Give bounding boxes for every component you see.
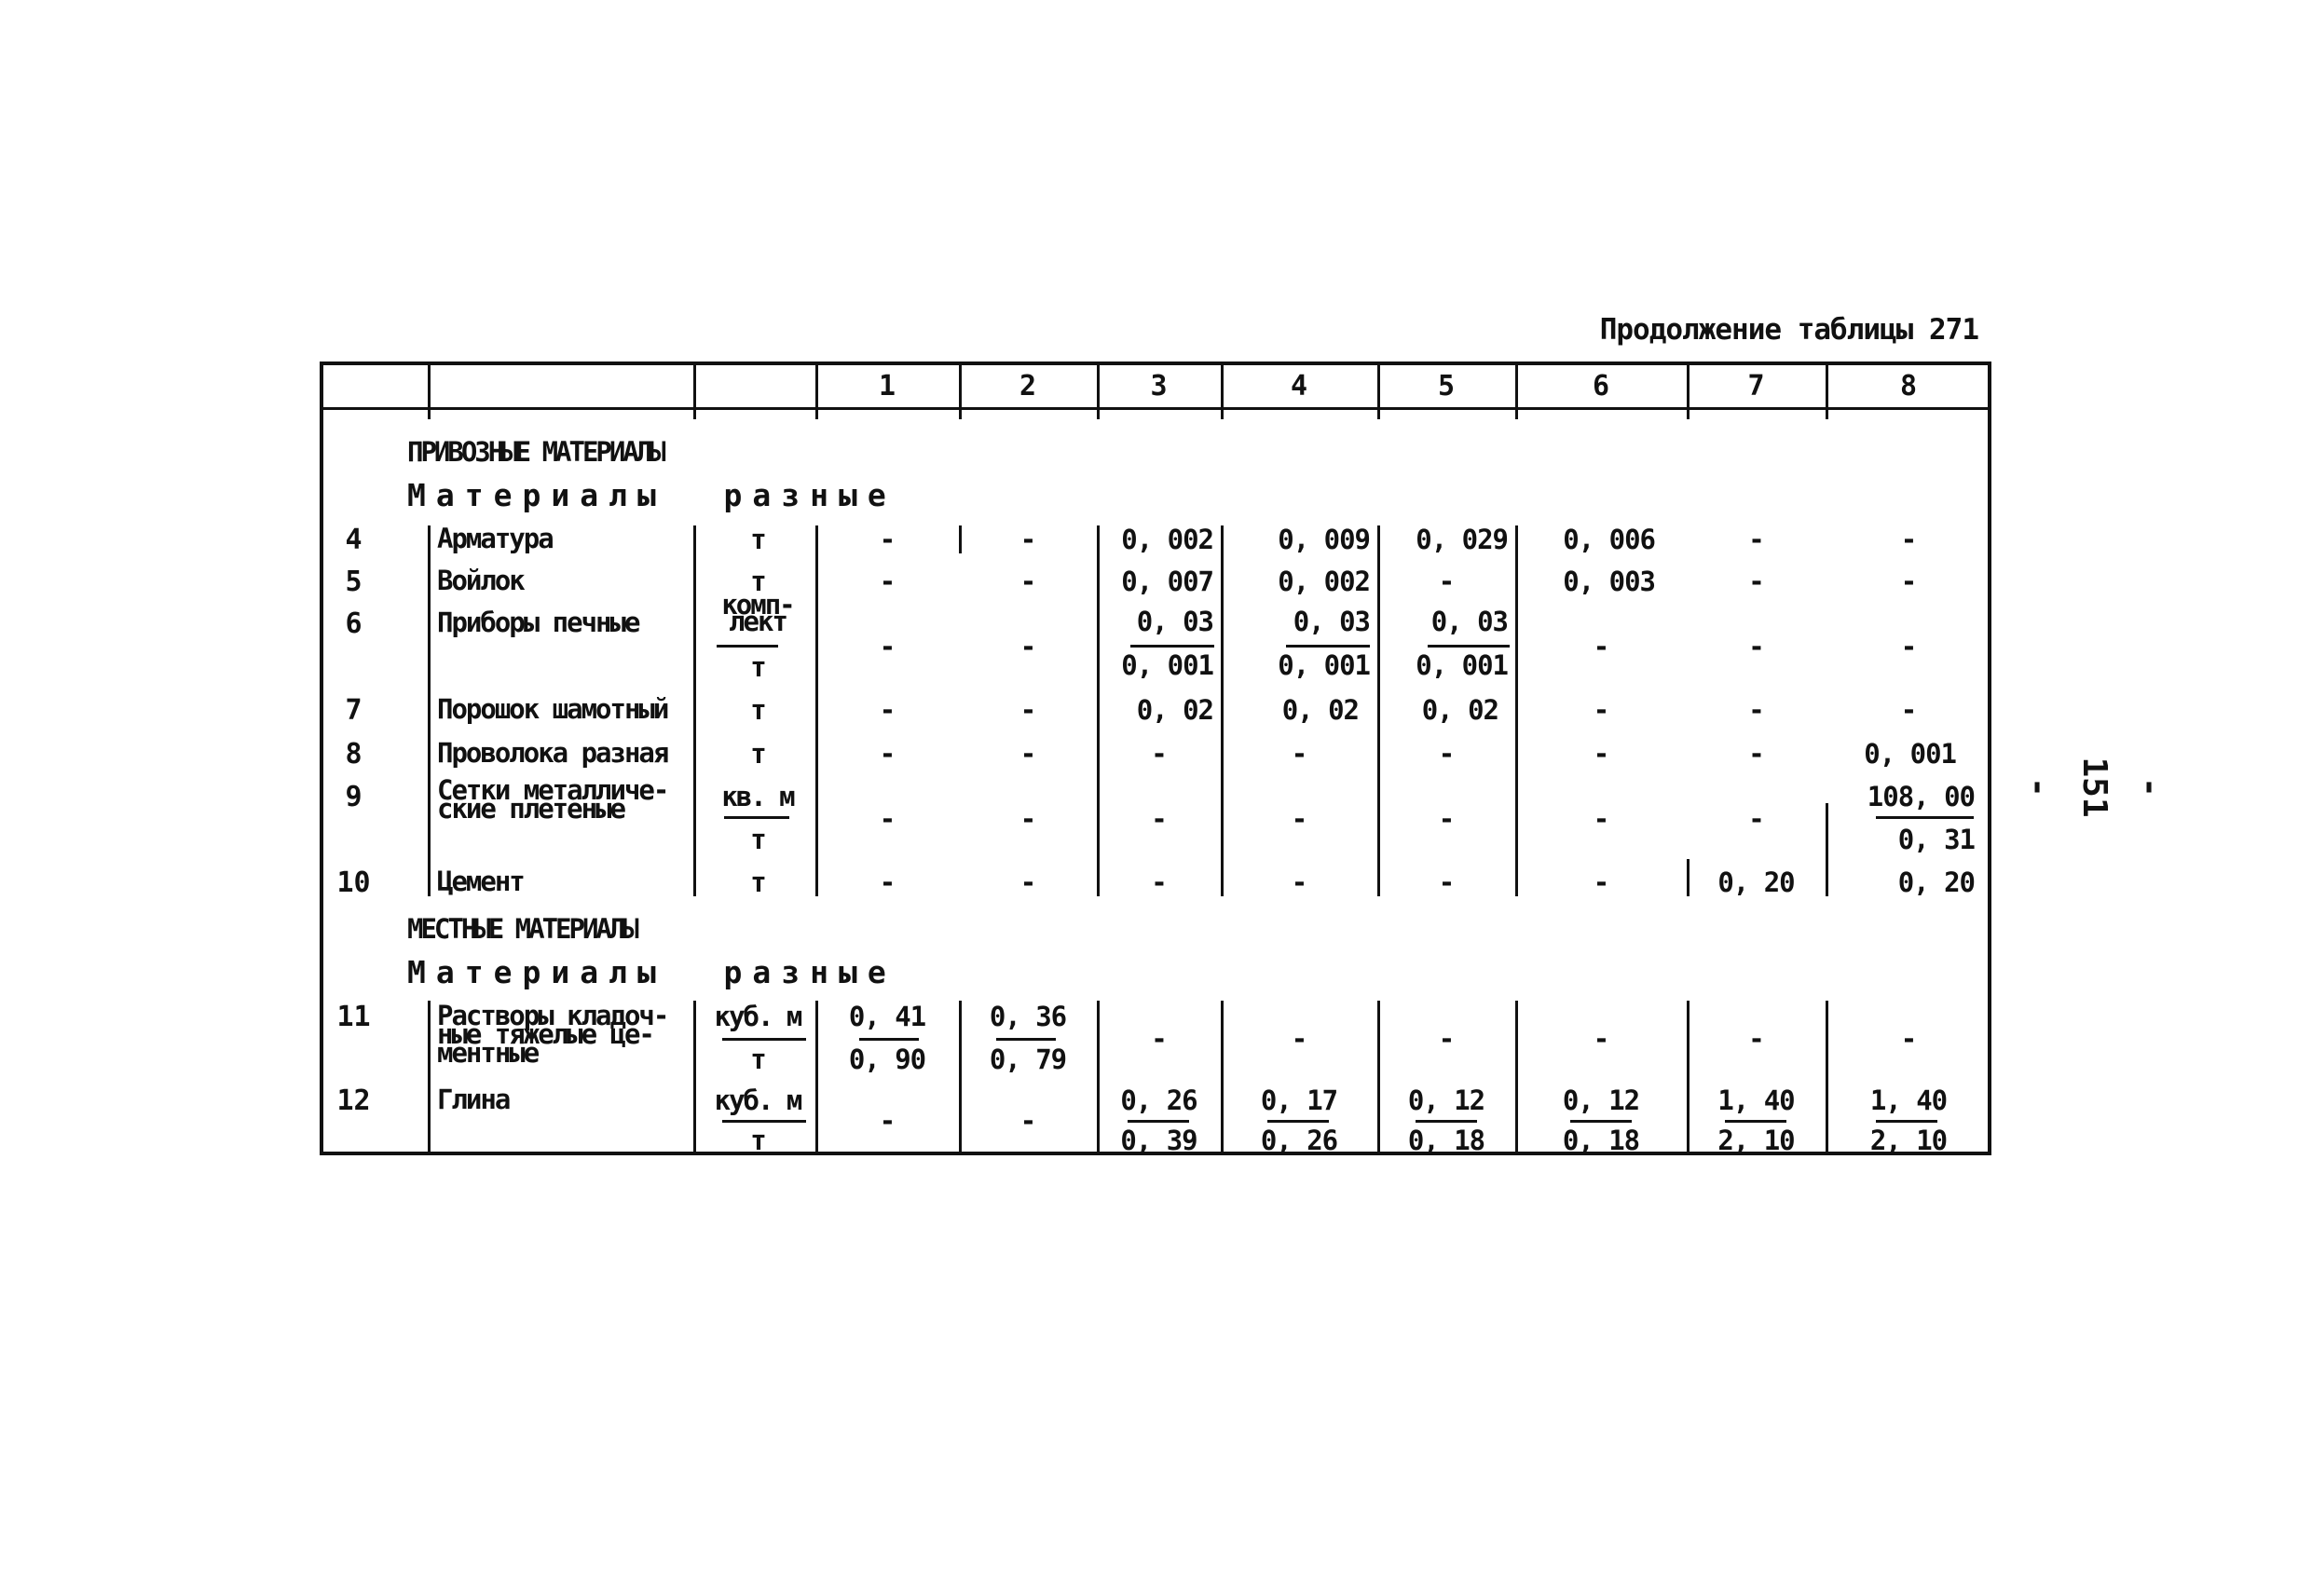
cell: - [1291, 1023, 1307, 1055]
section-title: ПРИВОЗНЫЕ МАТЕРИАЛЫ [407, 436, 664, 468]
row-number: 11 [336, 1001, 371, 1033]
column-header-7: 7 [1747, 370, 1765, 402]
cell: - [879, 866, 896, 898]
row-number: 6 [345, 607, 363, 640]
column-header-1: 1 [878, 370, 896, 402]
column-separator [693, 1001, 696, 1155]
column-separator [693, 525, 696, 896]
fraction-line [1428, 645, 1510, 648]
cell: - [1593, 1023, 1609, 1055]
row-unit-top: куб. м [714, 1001, 801, 1032]
cell: - [879, 524, 896, 555]
row-name: Порошок шамотный [437, 693, 668, 725]
row-unit-bottom: т [750, 1125, 765, 1156]
cell: - [1900, 694, 1917, 726]
fraction-line [996, 1038, 1056, 1041]
row-unit: т [750, 524, 765, 555]
row-unit: т [750, 566, 765, 597]
column-header-4: 4 [1290, 370, 1308, 402]
cell-top: 1, 40 [1717, 1084, 1795, 1116]
cell-bottom: 0, 31 [1897, 824, 1975, 855]
page-number: - 151 - [2019, 757, 2169, 818]
header-separator [428, 365, 431, 419]
row-number: 7 [345, 694, 363, 727]
row-unit: т [750, 738, 765, 770]
row-unit-bottom: т [750, 824, 765, 855]
column-header-8: 8 [1899, 370, 1918, 402]
row-name: Приборы печные [437, 607, 639, 638]
row-unit-top: куб. м [714, 1084, 801, 1116]
data-table [320, 361, 1991, 1155]
row-unit-top: кв. м [721, 781, 794, 812]
cell-bottom: 0, 79 [989, 1044, 1067, 1075]
cell-top: 0, 03 [1430, 606, 1508, 637]
cell: - [1019, 1105, 1036, 1137]
row-name: Проволока разная [437, 737, 668, 769]
row-number: 8 [345, 738, 363, 771]
cell-top: 0, 03 [1136, 606, 1213, 637]
cell: - [1019, 803, 1036, 835]
row-name: Глина [437, 1084, 510, 1115]
cell: 0, 002 [1121, 524, 1213, 555]
cell-top: 108, 00 [1867, 781, 1975, 812]
fraction-line [1130, 645, 1214, 648]
cell: - [879, 694, 896, 726]
row-name: Растворы кладоч-ные тяжелые це-ментные [437, 1000, 668, 1069]
group-title: Материалы разные [407, 477, 896, 513]
row-unit: т [750, 866, 765, 898]
group-title: Материалы разные [407, 954, 896, 990]
cell: - [1019, 631, 1036, 662]
cell: 0, 02 [1421, 694, 1498, 726]
cell: - [1291, 866, 1307, 898]
cell: - [879, 738, 896, 770]
cell: - [1593, 866, 1609, 898]
cell: - [1748, 631, 1764, 662]
row-name: Войлок [437, 565, 524, 596]
cell: 0, 20 [1717, 866, 1795, 898]
fraction-line [722, 1038, 806, 1041]
cell: 0, 20 [1897, 866, 1975, 898]
cell: - [1748, 803, 1764, 835]
cell: - [1900, 524, 1917, 555]
cell: - [1151, 803, 1167, 835]
cell: - [1291, 738, 1307, 770]
cell-top: 0, 03 [1293, 606, 1370, 637]
cell: 0, 001 [1864, 738, 1956, 770]
cell: - [879, 803, 896, 835]
cell: - [1900, 1023, 1917, 1055]
cell: - [1291, 803, 1307, 835]
cell: - [1748, 738, 1764, 770]
cell-bottom: 0, 39 [1120, 1125, 1197, 1156]
row-unit-bottom: т [750, 1044, 765, 1075]
cell: - [1593, 631, 1609, 662]
column-separator [428, 525, 431, 896]
fraction-line [722, 1120, 806, 1123]
column-header-5: 5 [1437, 370, 1456, 402]
cell: - [1438, 738, 1455, 770]
cell: - [1748, 694, 1764, 726]
cell: 0, 02 [1136, 694, 1213, 726]
cell-top: 0, 36 [989, 1001, 1067, 1032]
row-name: Цемент [437, 866, 524, 897]
cell: 0, 002 [1278, 566, 1370, 597]
row-unit: т [750, 694, 765, 726]
fraction-line [1267, 1120, 1329, 1123]
cell-bottom: 0, 26 [1260, 1125, 1338, 1156]
cell: - [1438, 1023, 1455, 1055]
cell-bottom: 0, 90 [848, 1044, 926, 1075]
column-header-3: 3 [1150, 370, 1168, 402]
cell-bottom: 0, 18 [1562, 1125, 1640, 1156]
fraction-line [724, 816, 789, 819]
cell: - [1593, 694, 1609, 726]
row-unit-top: комп-лект [721, 589, 794, 637]
fraction-line [717, 645, 778, 648]
column-separator [428, 1001, 431, 1155]
cell: - [1019, 866, 1036, 898]
cell: 0, 009 [1278, 524, 1370, 555]
row-name: Сетки металличе-ские плетеные [437, 774, 668, 825]
cell: - [1019, 524, 1036, 555]
cell: - [1593, 738, 1609, 770]
cell: - [1593, 803, 1609, 835]
fraction-line [1128, 1120, 1189, 1123]
cell-top: 1, 40 [1869, 1084, 1948, 1116]
cell: - [879, 1105, 896, 1137]
row-number: 10 [336, 866, 371, 899]
fraction-line [1570, 1120, 1632, 1123]
cell: - [1019, 694, 1036, 726]
cell: 0, 007 [1121, 566, 1213, 597]
cell-bottom: 0, 18 [1407, 1125, 1485, 1156]
fraction-line [1286, 645, 1370, 648]
cell: - [1438, 803, 1455, 835]
row-number: 5 [345, 566, 363, 598]
cell: - [1151, 866, 1167, 898]
row-unit-bottom: т [750, 651, 765, 683]
cell: - [1900, 631, 1917, 662]
cell-top: 0, 41 [848, 1001, 926, 1032]
fraction-line [1416, 1120, 1477, 1123]
cell: - [1151, 738, 1167, 770]
section-title: МЕСТНЫЕ МАТЕРИАЛЫ [407, 913, 636, 945]
cell: 0, 02 [1281, 694, 1359, 726]
row-number: 9 [345, 781, 363, 813]
cell: - [1151, 1023, 1167, 1055]
column-header-2: 2 [1019, 370, 1037, 402]
header-separator [693, 365, 696, 419]
column-header-6: 6 [1592, 370, 1610, 402]
cell: - [879, 631, 896, 662]
cell-bottom: 0, 001 [1278, 649, 1370, 681]
header-divider [323, 407, 1988, 410]
cell: 0, 003 [1563, 566, 1655, 597]
row-number: 4 [345, 524, 363, 556]
cell: - [1019, 738, 1036, 770]
cell-top: 0, 12 [1407, 1084, 1485, 1116]
cell-top: 0, 12 [1562, 1084, 1640, 1116]
cell-bottom: 0, 001 [1416, 649, 1508, 681]
cell-top: 0, 26 [1120, 1084, 1197, 1116]
fraction-line [1876, 1120, 1937, 1123]
fraction-line [859, 1038, 919, 1041]
cell: - [1748, 524, 1764, 555]
cell: - [1900, 566, 1917, 597]
row-number: 12 [336, 1084, 371, 1117]
fraction-line [1725, 1120, 1786, 1123]
cell: - [1019, 566, 1036, 597]
cell: - [1438, 566, 1455, 597]
cell: 0, 006 [1563, 524, 1655, 555]
fraction-line [1876, 816, 1974, 819]
cell: 0, 029 [1416, 524, 1508, 555]
cell: - [1438, 866, 1455, 898]
cell-bottom: 2, 10 [1717, 1125, 1795, 1156]
cell-bottom: 2, 10 [1869, 1125, 1948, 1156]
cell: - [879, 566, 896, 597]
cell: - [1748, 566, 1764, 597]
cell: - [1748, 1023, 1764, 1055]
row-name: Арматура [437, 523, 553, 554]
cell-bottom: 0, 001 [1121, 649, 1213, 681]
cell-top: 0, 17 [1260, 1084, 1338, 1116]
table-caption: Продолжение таблицы 271 [1599, 313, 1978, 347]
